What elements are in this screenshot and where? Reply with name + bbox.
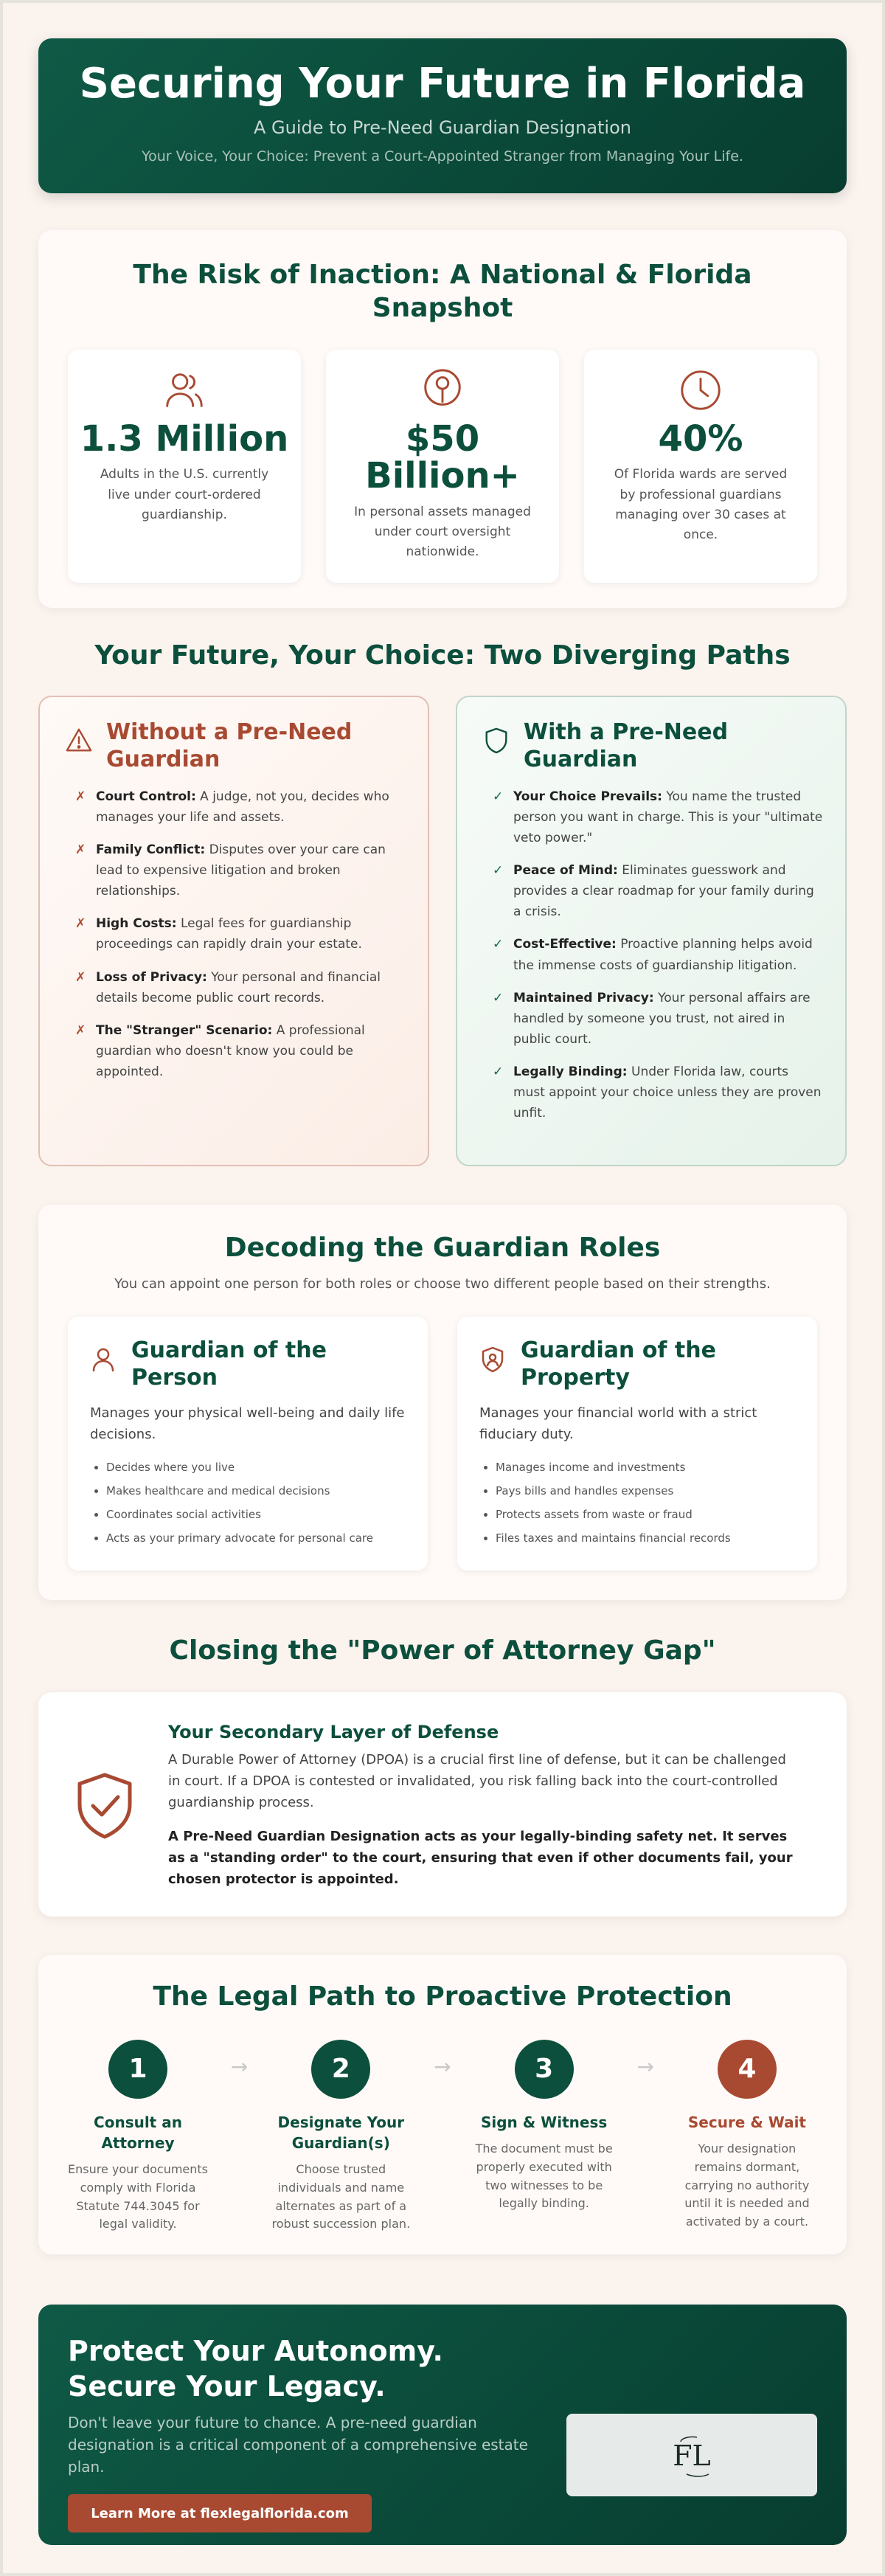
cta-content	[68, 2334, 555, 2545]
step-title: Secure & Wait	[687, 2113, 806, 2131]
poa-emphasis: A Pre-Need Guardian Designation acts as your legally-binding safety net. It serves as a "standing order" to the court, ensuring that even if other documents fail, your chosen protector is appointed.	[168, 1829, 793, 1887]
page-subtitle: A Guide to Pre-Need Guardian Designation	[254, 117, 631, 139]
item-text: Your personal and financial details become public court records.	[96, 969, 381, 1005]
role-cards	[68, 1317, 817, 1571]
poa-body	[168, 1722, 802, 1917]
list-item	[482, 786, 823, 848]
list-item	[65, 786, 406, 828]
paths-title: Your Future, Your Choice: Two Diverging Paths	[94, 640, 791, 671]
check-icon: ✓	[493, 990, 504, 1005]
stat-value: 40%	[658, 418, 743, 460]
risk-section	[38, 230, 847, 608]
step-title: Designate Your Guardian(s)	[277, 2113, 405, 2152]
list-item	[482, 988, 823, 1050]
poa-paragraph: A Durable Power of Attorney (DPOA) is a crucial first line of defense, but it can be challenged in court. If a DPOA is contested or invalidated, you risk falling back into the court-controlled guardianship process.	[168, 1752, 786, 1810]
list-item: • Protects assets from waste or fraud	[496, 1503, 795, 1527]
list-item	[482, 860, 823, 922]
step-description: Your designation remains dormant, carrying no authority until it is needed and activated by a court.	[684, 2142, 810, 2229]
without-guardian-header	[65, 719, 406, 773]
steps-row	[60, 2040, 825, 2234]
clock-icon	[678, 367, 723, 413]
step-description: Ensure your documents comply with Florida Statute 744.3045 for legal validity.	[68, 2162, 209, 2232]
person-icon	[90, 1346, 117, 1373]
list-item: • Decides where you live	[106, 1456, 406, 1480]
list-item: • Makes healthcare and medical decisions	[106, 1480, 406, 1503]
paths-row	[38, 696, 847, 1166]
guardian-person-list	[90, 1456, 406, 1551]
item-text: Under Florida law, courts must appoint your choice unless they are proven unfit.	[513, 1064, 822, 1121]
guardian-person-card	[68, 1317, 428, 1571]
step-3	[467, 2040, 622, 2234]
step-description: Choose trusted individuals and name alternates as part of a robust succession plan.	[271, 2162, 411, 2232]
item-text: Legal fees for guardianship proceedings can rapidly drain your estate.	[96, 916, 362, 952]
with-guardian-list	[482, 786, 823, 1123]
list-item	[482, 1062, 823, 1123]
people-icon	[162, 367, 207, 413]
cross-icon: ✗	[75, 842, 86, 858]
item-text: Eliminates guesswork and provides a clear roadmap for your family during a crisis.	[513, 863, 814, 920]
check-icon: ✓	[493, 1064, 504, 1079]
without-guardian-heading: Without a Pre-Need Guardian	[106, 719, 353, 772]
item-label: Family Conflict:	[96, 842, 206, 858]
stat-card	[326, 350, 559, 583]
list-item: • Pays bills and handles expenses	[496, 1480, 795, 1503]
check-icon: ✓	[493, 937, 504, 952]
stat-description: Of Florida wards are served by professional guardians managing over 30 cases at once.	[614, 467, 788, 542]
guardian-property-card	[457, 1317, 817, 1571]
list-item: • Acts as your primary advocate for personal care	[106, 1527, 406, 1551]
list-item	[65, 1020, 406, 1082]
cross-icon: ✗	[75, 969, 86, 985]
stat-description: Adults in the U.S. currently live under court-ordered guardianship.	[100, 467, 269, 522]
guardian-property-header	[479, 1337, 795, 1391]
roles-section	[38, 1205, 847, 1600]
item-label: The "Stranger" Scenario:	[96, 1022, 273, 1038]
without-guardian-list	[65, 786, 406, 1082]
item-text: A judge, not you, decides who manages your life and assets.	[96, 789, 389, 825]
item-label: Your Choice Prevails:	[513, 789, 662, 805]
check-icon: ✓	[493, 863, 504, 879]
step-number: 4	[718, 2040, 777, 2099]
learn-more-button[interactable]: Learn More at flexlegalflorida.com	[68, 2494, 372, 2532]
step-4	[670, 2040, 825, 2234]
cross-icon: ✗	[75, 789, 86, 805]
item-text: Proactive planning helps avoid the immense costs of guardianship litigation.	[513, 937, 813, 973]
poa-heading: Your Secondary Layer of Defense	[168, 1722, 499, 1742]
item-text: A professional guardian who doesn't know you could be appointed.	[96, 1022, 365, 1079]
step-2	[263, 2040, 418, 2234]
poa-card	[38, 1692, 847, 1917]
item-text: You name the trusted person you want in charge. This is your "ultimate veto power."	[513, 789, 823, 846]
item-label: Legally Binding:	[513, 1064, 628, 1079]
check-icon: ✓	[493, 789, 504, 805]
list-item	[482, 934, 823, 975]
page-tagline: Your Voice, Your Choice: Prevent a Court-Appointed Stranger from Managing Your Life.	[142, 148, 743, 165]
item-label: Loss of Privacy:	[96, 969, 207, 985]
list-item: • Files taxes and maintains financial records	[496, 1527, 795, 1551]
guardian-person-heading: Guardian of the Person	[131, 1337, 327, 1391]
money-pin-icon	[420, 367, 465, 413]
list-item	[65, 913, 406, 955]
logo-mark	[659, 2426, 725, 2485]
stat-value: $50 Billion+	[365, 418, 520, 497]
cta-heading: Protect Your Autonomy. Secure Your Legacy.	[68, 2335, 443, 2403]
roles-intro: You can appoint one person for both roles or choose two different people based on their strengths.	[114, 1276, 771, 1292]
stat-card	[584, 350, 817, 583]
arrow-icon: →	[230, 2054, 249, 2079]
page	[38, 3, 847, 2545]
step-1	[60, 2040, 215, 2234]
step-description: The document must be properly executed with two witnesses to be legally binding.	[475, 2142, 613, 2211]
with-guardian-header	[482, 719, 823, 773]
guardian-property-list	[479, 1456, 795, 1551]
step-title: Sign & Witness	[480, 2113, 608, 2131]
cross-icon: ✗	[75, 1022, 86, 1038]
list-item	[65, 839, 406, 901]
roles-title: Decoding the Guardian Roles	[224, 1233, 661, 1263]
with-guardian-heading: With a Pre-Need Guardian	[524, 719, 729, 772]
shield-icon	[482, 727, 510, 755]
warning-icon	[65, 727, 93, 755]
stat-card	[68, 350, 301, 583]
stats-row	[68, 350, 817, 583]
item-label: Peace of Mind:	[513, 863, 618, 879]
legal-path-title: The Legal Path to Proactive Protection	[153, 1981, 732, 2012]
cross-icon: ✗	[75, 916, 86, 932]
step-number: 1	[108, 2040, 167, 2099]
with-guardian-card	[456, 696, 847, 1166]
item-text: Disputes over your care can lead to expensive litigation and broken relationships.	[96, 842, 386, 899]
guardian-person-desc: Manages your physical well-being and daily life decisions.	[90, 1405, 405, 1442]
guardian-property-heading: Guardian of the Property	[521, 1337, 716, 1391]
legal-path-section	[38, 1955, 847, 2254]
cta-banner	[38, 2305, 847, 2545]
item-label: Maintained Privacy:	[513, 990, 654, 1005]
shield-check-icon	[75, 1772, 134, 1840]
item-text: Your personal affairs are handled by someone you trust, not aired in public court.	[513, 990, 811, 1047]
stat-description: In personal assets managed under court oversight nationwide.	[354, 504, 531, 560]
page-title: Securing Your Future in Florida	[79, 60, 806, 108]
guardian-person-header	[90, 1337, 406, 1391]
guardian-property-desc: Manages your financial world with a strict fiduciary duty.	[479, 1405, 757, 1442]
shield-person-icon	[479, 1346, 506, 1373]
step-title: Consult an Attorney	[94, 2113, 182, 2152]
list-item	[65, 967, 406, 1008]
item-label: Court Control:	[96, 789, 196, 805]
item-label: High Costs:	[96, 916, 177, 932]
logo	[566, 2414, 817, 2496]
arrow-icon: →	[636, 2054, 655, 2079]
logo-text: FL	[673, 2440, 711, 2472]
step-number: 2	[311, 2040, 370, 2099]
cta-text: Don't leave your future to chance. A pre-need guardian designation is a critical component of a comprehensive estate plan.	[68, 2414, 528, 2476]
list-item: • Coordinates social activities	[106, 1503, 406, 1527]
list-item: • Manages income and investments	[496, 1456, 795, 1480]
hero-banner	[38, 38, 847, 193]
poa-title: Closing the "Power of Attorney Gap"	[169, 1635, 716, 1666]
arrow-icon: →	[434, 2054, 451, 2079]
step-number: 3	[515, 2040, 574, 2099]
risk-title: The Risk of Inaction: A National & Florida Snapshot	[133, 260, 752, 323]
without-guardian-card	[38, 696, 429, 1166]
item-label: Cost-Effective:	[513, 937, 617, 952]
stat-value: 1.3 Million	[80, 418, 289, 460]
